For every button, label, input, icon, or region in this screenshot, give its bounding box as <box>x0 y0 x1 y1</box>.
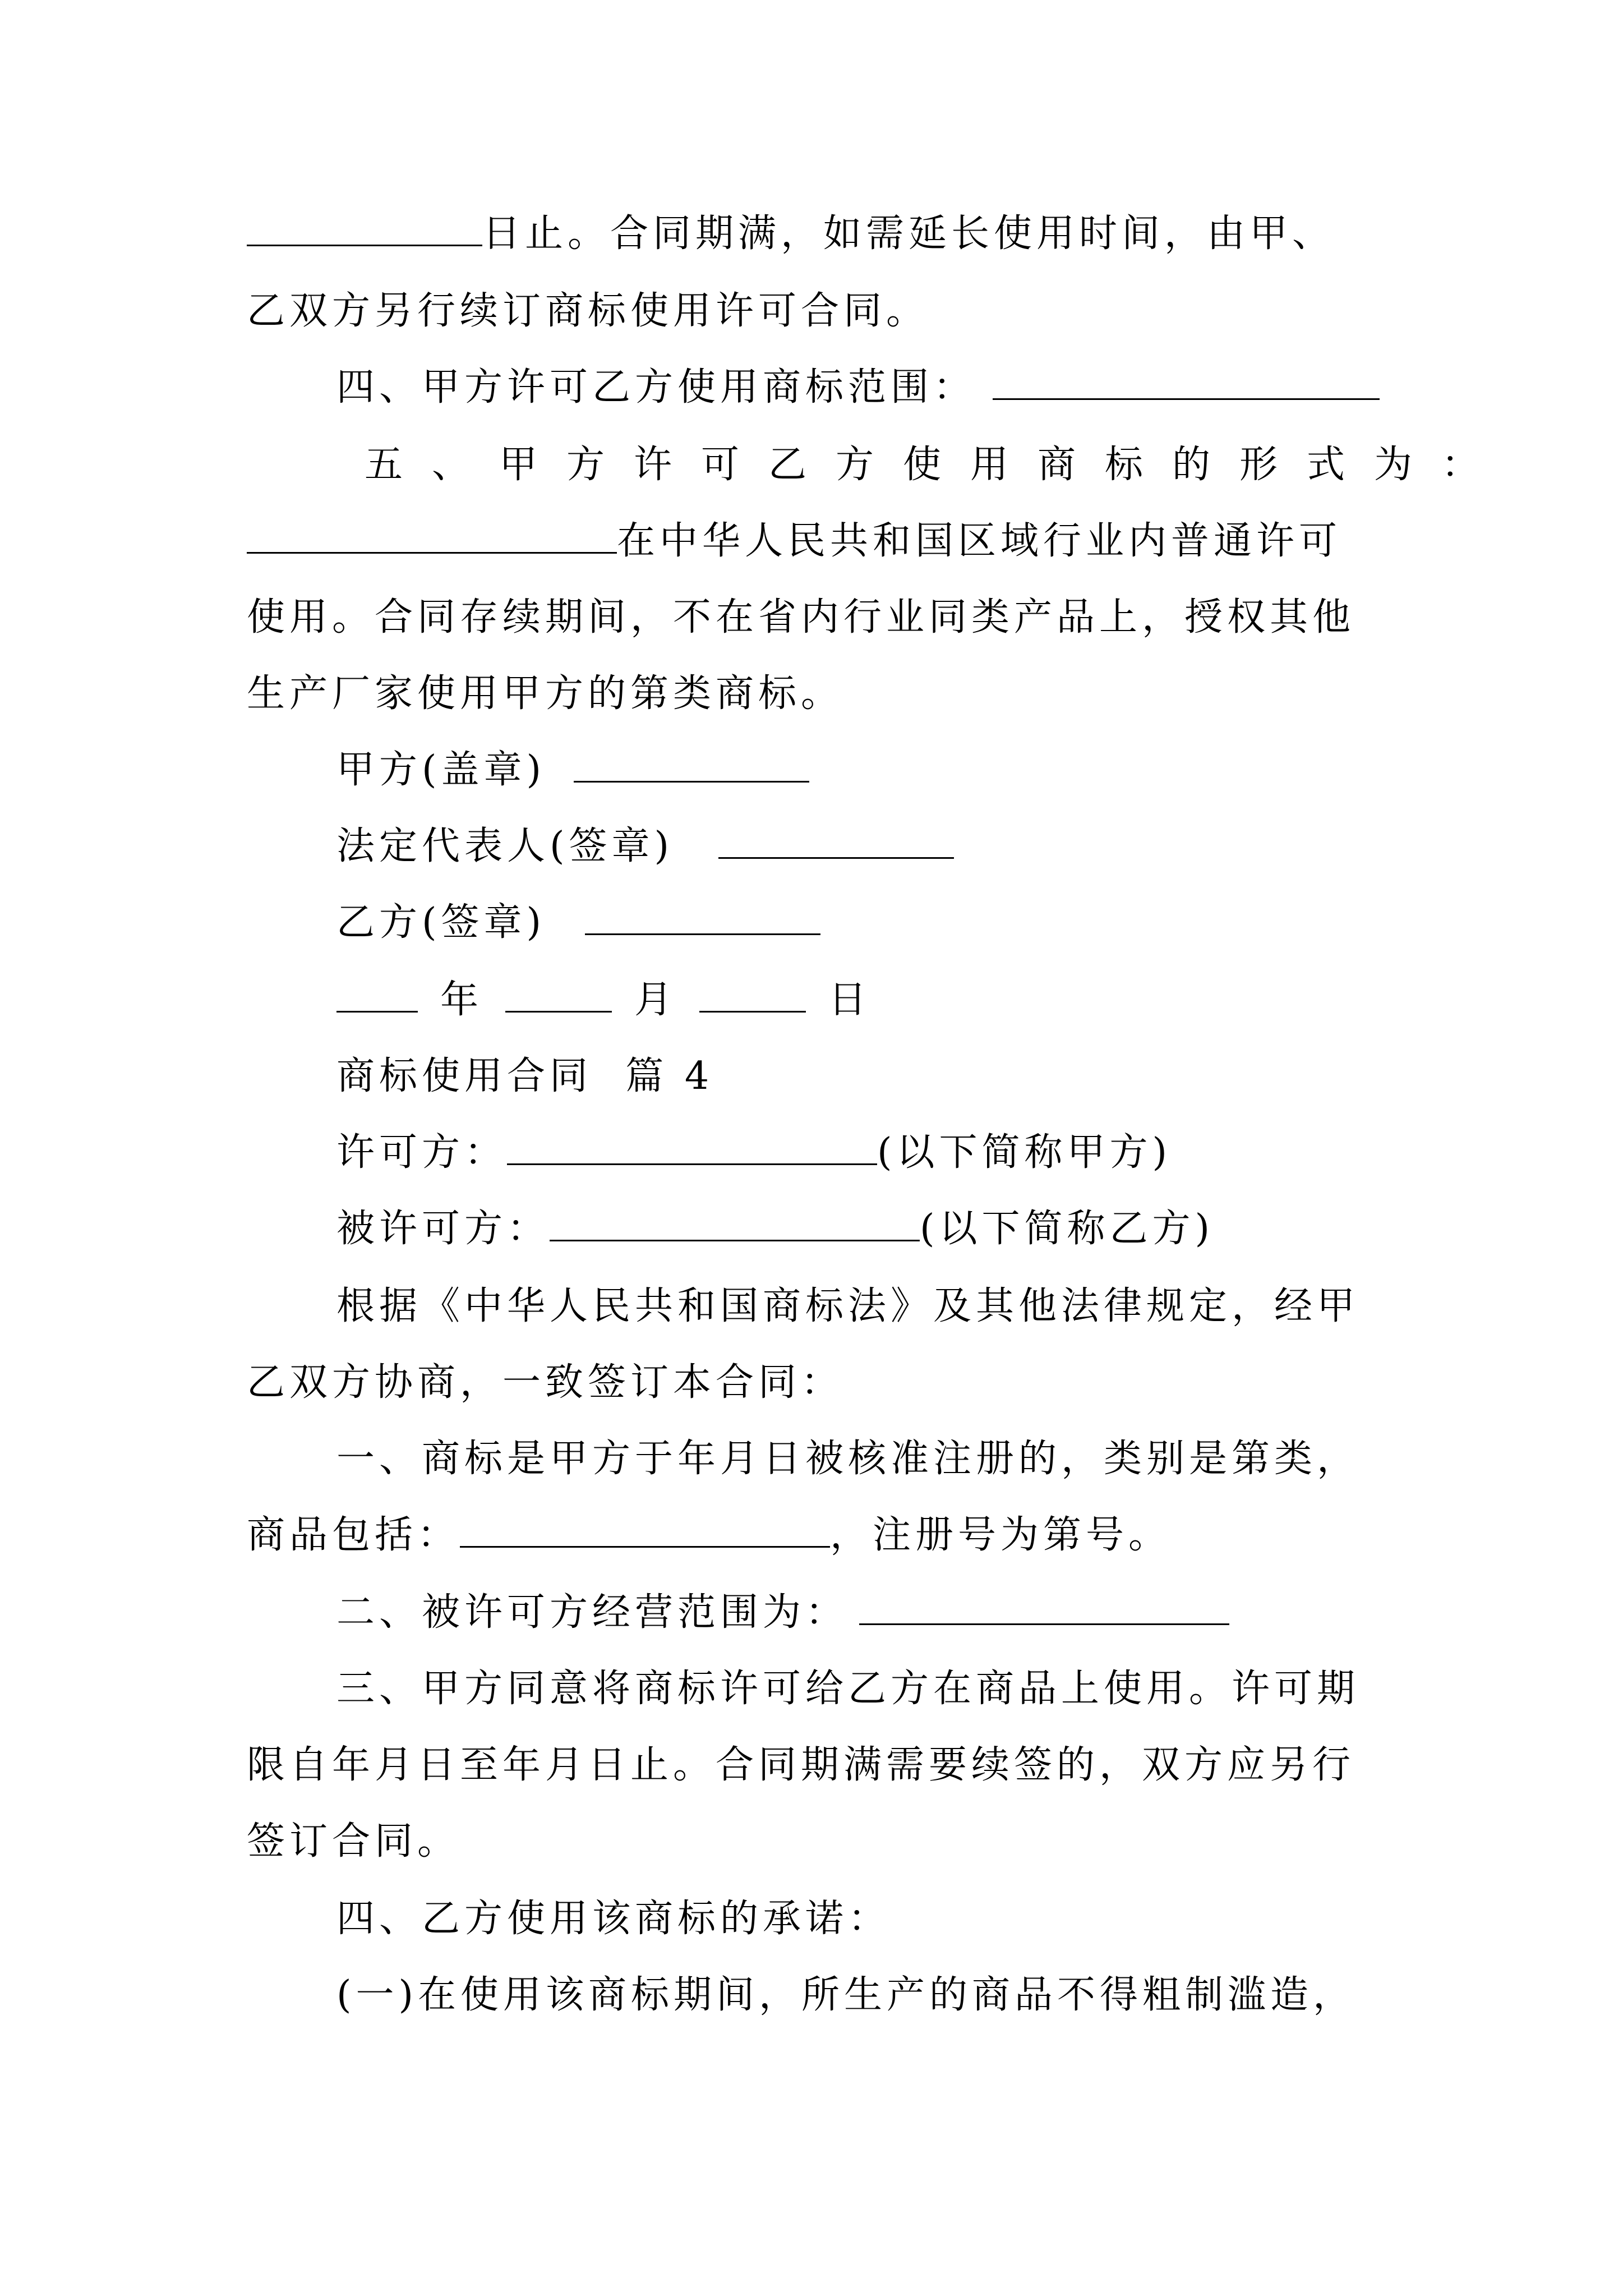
fill-blank <box>585 899 820 935</box>
fill-blank <box>507 1129 877 1165</box>
line-text: 使用。合同存续期间，不在省内行业同类产品上，授权其他 <box>247 595 1355 639</box>
line-text: 在中华人民共和国区域行业内普通许可 <box>617 519 1342 563</box>
paragraph-line <box>247 1358 843 1408</box>
line-text: (以下简称乙方) <box>920 1207 1215 1251</box>
line-text: 被许可方： <box>336 1207 550 1251</box>
line-text: 日止。合同期满，如需延长使用时间，由甲、 <box>482 211 1335 256</box>
paragraph-line <box>336 1281 1359 1332</box>
fill-blank <box>550 1205 920 1241</box>
fill-blank <box>460 1511 830 1548</box>
date-day-label: 日 <box>828 978 872 1022</box>
line-text: (以下简称甲方) <box>877 1130 1172 1175</box>
line-text: 三、甲方同意将商标许可给乙方在商品上使用。许可期 <box>336 1667 1360 1711</box>
line-text: 根据《中华人民共和国商标法》及其他法律规定，经甲 <box>336 1284 1360 1328</box>
paragraph-line <box>336 1128 1172 1178</box>
paragraph-line <box>336 1588 1229 1638</box>
line-text: (一)在使用该商标期间，所生产的商品不得粗制滥造， <box>336 1973 1356 2017</box>
paragraph-line <box>336 362 1380 413</box>
date-month-label: 月 <box>634 978 677 1022</box>
line-text: 乙方(签章) <box>336 900 546 945</box>
paragraph-line <box>365 440 1509 490</box>
date-line <box>336 975 871 1025</box>
paragraph-line <box>336 1664 1359 1714</box>
line-text: 甲方(盖章) <box>336 748 546 792</box>
date-year-label: 年 <box>440 978 483 1022</box>
paragraph-line <box>247 286 929 337</box>
line-text: 签订合同。 <box>247 1819 460 1864</box>
line-text: 一、商标是甲方于年月日被核准注册的，类别是第类， <box>336 1437 1360 1481</box>
fill-blank <box>859 1589 1229 1625</box>
fill-blank <box>993 364 1380 400</box>
fill-blank <box>718 822 954 859</box>
line-text: ，注册号为第号。 <box>830 1513 1172 1557</box>
line-text: 五、甲方许可乙方使用商标的形式为： <box>365 443 1509 487</box>
paragraph-line <box>336 1434 1359 1484</box>
paragraph-line <box>247 1510 1171 1561</box>
paragraph-line <box>336 1894 891 1944</box>
paragraph-line <box>247 592 1355 643</box>
line-text: 四、甲方许可乙方使用商标范围： <box>336 365 976 409</box>
line-text: 限自年月日至年月日止。合同期满需要续签的，双方应另行 <box>247 1743 1355 1787</box>
line-text: 四、乙方使用该商标的承诺： <box>336 1897 891 1941</box>
fill-blank <box>336 976 418 1013</box>
line-text: 许可方： <box>336 1130 508 1175</box>
fill-blank <box>699 976 806 1013</box>
line-text: 二、被许可方经营范围为： <box>336 1590 849 1635</box>
paragraph-line <box>247 516 1341 567</box>
paragraph-line <box>247 1740 1355 1791</box>
signature-line <box>336 821 954 872</box>
fill-blank <box>574 746 809 783</box>
line-text: 生产厂家使用甲方的第类商标。 <box>247 671 844 716</box>
paragraph-line <box>247 669 843 719</box>
signature-line <box>336 745 809 795</box>
paragraph-line <box>247 209 1335 259</box>
line-text: 商品包括： <box>247 1513 460 1557</box>
fill-blank <box>505 976 612 1013</box>
line-text: 乙双方协商，一致签订本合同： <box>247 1360 844 1405</box>
paragraph-line <box>247 1816 460 1867</box>
signature-line <box>336 898 820 948</box>
section-heading <box>336 1051 713 1102</box>
line-text: 法定代表人(签章) <box>336 824 674 868</box>
paragraph-line <box>336 1204 1214 1254</box>
fill-blank <box>247 210 482 246</box>
fill-blank <box>247 517 617 554</box>
section-title: 商标使用合同 篇 4 <box>336 1054 714 1098</box>
paragraph-line <box>336 1970 1355 2021</box>
line-text: 乙双方另行续订商标使用许可合同。 <box>247 289 929 333</box>
